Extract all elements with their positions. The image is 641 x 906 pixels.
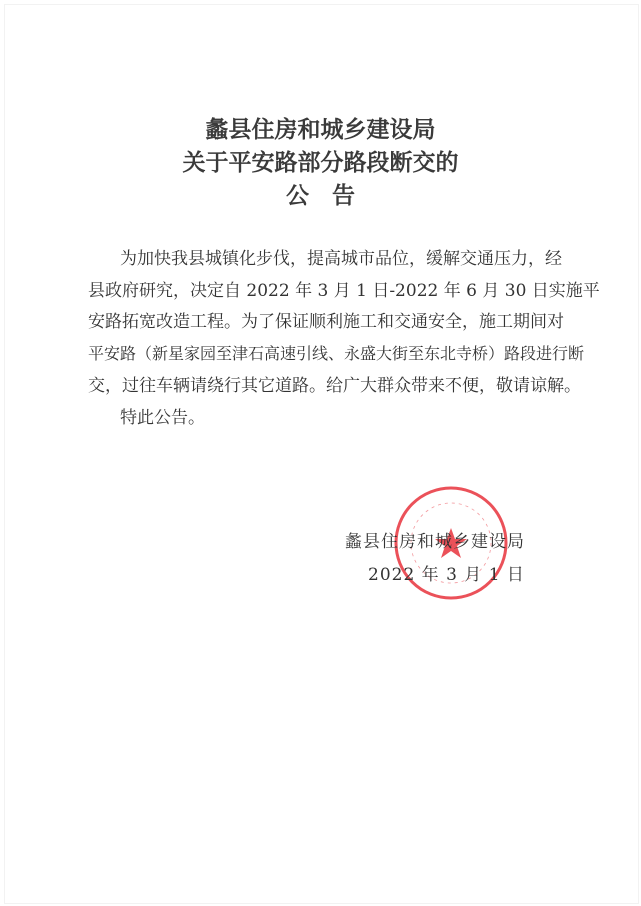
title-subject: 关于平安路部分路段断交的 xyxy=(182,149,459,176)
closing-text: 特此公告。 xyxy=(120,408,205,428)
body-line: 为加快我县城镇化步伐，提高城市品位，缓解交通压力，经 xyxy=(120,249,562,269)
body-line: 县政府研究，决定自 2022 年 3 月 1 日-2022 年 6 月 30 日实施平 xyxy=(88,281,600,301)
body-line: 安路拓宽改造工程。为了保证顺利施工和交通安全，施工期间对 xyxy=(88,312,564,332)
signature-issuer: 蠡县住房和城乡建设局 xyxy=(345,532,525,552)
signature-date: 2022 年 3 月 1 日 xyxy=(368,565,525,585)
body-line: 交，过往车辆请绕行其它道路。给广大群众带来不便，敬请谅解。 xyxy=(88,376,581,396)
title-notice: 公 告 xyxy=(286,182,355,209)
title-issuer: 蠡县住房和城乡建设局 xyxy=(205,116,436,143)
body-line: 平安路（新星家园至津石高速引线、永盛大街至东北寺桥）路段进行断 xyxy=(88,344,585,363)
